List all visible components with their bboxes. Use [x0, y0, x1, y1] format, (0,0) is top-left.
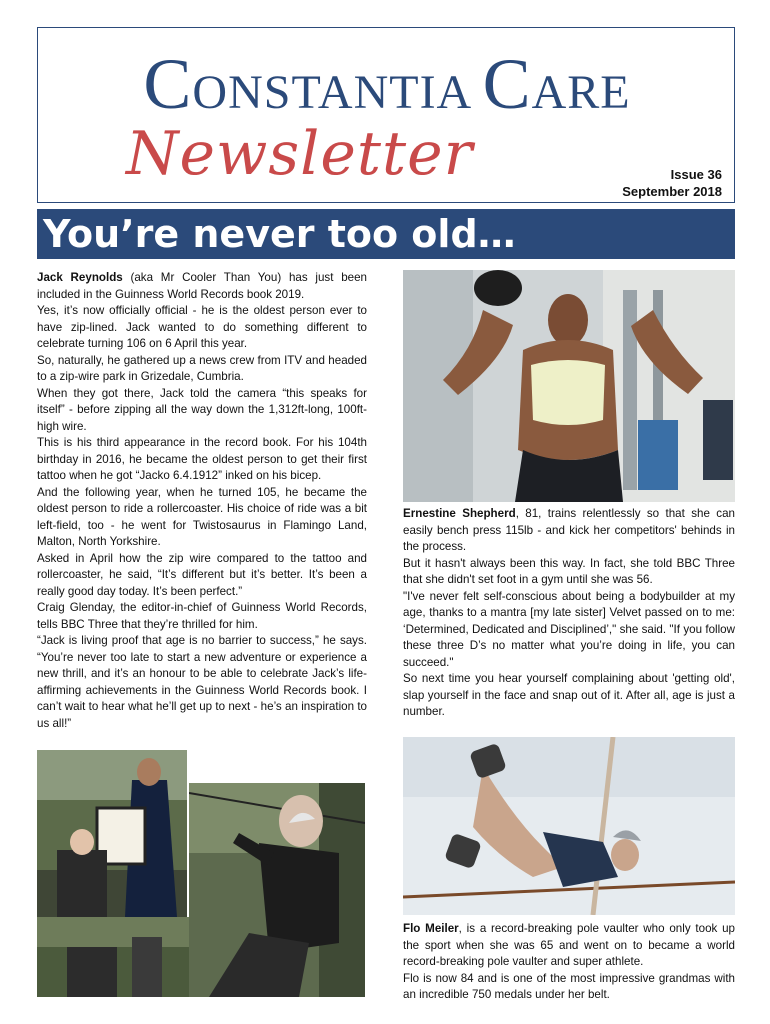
- jack-name: Jack Reynolds: [37, 271, 123, 284]
- jack-paragraph-5: This is his third appearance in the record book. For his 104th birthday in 2016, he became the oldest person to get their first tattoo when he got “Jacko 6.4.1912” inked on his bicep.: [37, 436, 367, 482]
- newsletter-title: Newsletter: [126, 119, 474, 189]
- flo-name: Flo Meiler: [403, 922, 459, 935]
- ernestine-name: Ernestine Shepherd: [403, 507, 516, 520]
- flo-paragraph-2: Flo is now 84 and is one of the most impressive grandmas with an incredible 750 medals under her belt.: [403, 971, 735, 1001]
- ernestine-p1-text: , 81, trains relentlessly so that she can easily bench press 115lb - and kick her competitors' behinds in the process.: [403, 507, 735, 553]
- flo-paragraph-1: [403, 921, 735, 971]
- jack-paragraph-6: And the following year, when he turned 105, he became the oldest person to ride a rollercoaster. His choice of ride was a bit left-field, too - he went for Twistosaurus in Flamingo Land, Malton, North Yorkshire.: [37, 485, 367, 548]
- jack-zipwire-photo: [189, 783, 365, 997]
- jack-paragraph-1: [37, 270, 367, 303]
- ernestine-photo: [403, 270, 735, 502]
- jack-certificate-photo: [37, 750, 187, 917]
- brand-word-care: ARE: [531, 66, 631, 119]
- ernestine-paragraph-2: But it hasn't always been this way. In fact, she told BBC Three that she didn't set foot in a gym until she was 56.: [403, 556, 735, 586]
- jack-article: [37, 270, 367, 732]
- ernestine-article: [403, 506, 735, 721]
- jack-paragraph-7: Asked in April how the zip wire compared to the tattoo and rollercoaster, he said, “It’s different but it’s better. It’s been a really good day today. It’s been perfect.”: [37, 551, 367, 598]
- flo-photo: [403, 737, 735, 915]
- jack-paragraph-8: Craig Glenday, the editor-in-chief of Guinness World Records, tells BBC Three that they’re thrilled for him.: [37, 601, 367, 631]
- jack-paragraph-9: “Jack is living proof that age is no barrier to success,” he says. “You’re never too late to start a new adventure or experience a new thrill, and it’s an honour to be able to celebrate Jack’s life-affirming achievements in the Guinness World Records book. I can’t wait to hear what he’ll get up to next - he’s an inspiration to us all!”: [37, 634, 367, 730]
- jack-p1-text: (aka Mr Cooler Than You) has just been included in the Guinness World Records book 2019.: [37, 271, 367, 301]
- ernestine-paragraph-3: "I've never felt self-conscious about being a bodybuilder at my age, thanks to a mantra [my late sister] Velvet passed on to me: ‘Determined, Dedicated and Disciplined’," she said. "If you follow these three D’s no matter what you’re doing in life, you can succeed.": [403, 589, 735, 669]
- jack-filming-photo: [37, 917, 189, 997]
- brand-cap-c1: C: [143, 44, 193, 124]
- ernestine-paragraph-1: [403, 506, 735, 556]
- flo-p1-text: , is a record-breaking pole vaulter who only took up the sport when she was 65 and went on to became a world record-breaking pole vaulter and super athlete.: [403, 922, 735, 968]
- brand-cap-c2: C: [482, 44, 532, 124]
- jack-paragraph-2: Yes, it’s now officially official - he is the oldest person ever to have zip-lined. Jack wanted to do something different to celebrate turning 106 on 6 April this year.: [37, 304, 367, 350]
- headline-banner: You’re never too old…: [37, 209, 735, 259]
- issue-number: Issue 36: [670, 167, 722, 182]
- ernestine-paragraph-4: So next time you hear yourself complaining about 'getting old', slap yourself in the face and snap out of it. After all, age is just a number.: [403, 672, 735, 718]
- issue-date: September 2018: [622, 184, 722, 199]
- jack-paragraph-3: So, naturally, he gathered up a news crew from ITV and headed to a zip-wire park in Grizedale, Cumbria.: [37, 353, 367, 383]
- issue-info: [622, 166, 722, 200]
- brand-word-constantia: ONSTANTIA: [192, 66, 470, 119]
- jack-paragraph-4: When they got there, Jack told the camera “this speaks for itself” - before zipping all the way down the 1,312ft-long, 100ft-high wire.: [37, 386, 367, 433]
- brand-title: [52, 44, 722, 124]
- flo-article: [403, 921, 735, 1004]
- masthead: [37, 27, 735, 203]
